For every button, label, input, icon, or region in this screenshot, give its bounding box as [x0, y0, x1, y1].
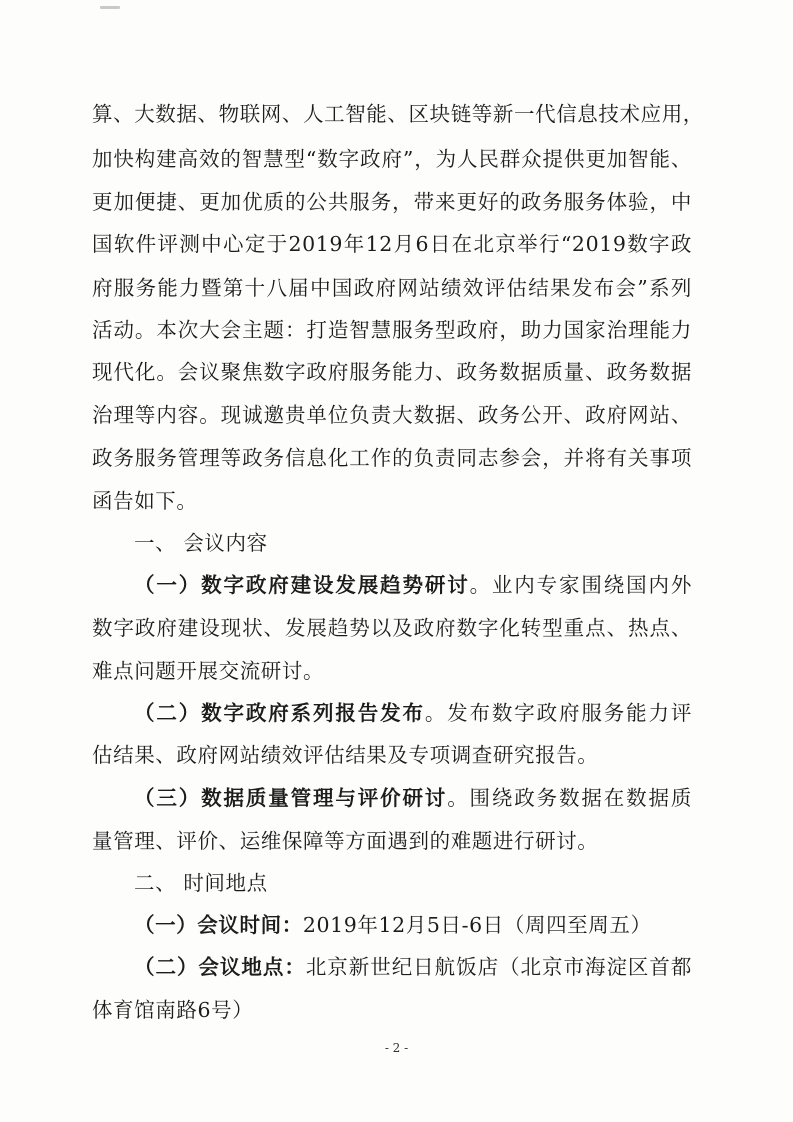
body-text-line: 量管理、评价、运维保障等方面遇到的难题进行研讨。	[92, 829, 599, 853]
list-item-first-line	[134, 698, 692, 728]
body-text-line: 加快构建高效的智慧型“数字政府”，为人民群众提供更加智能、	[92, 147, 692, 171]
body-text-line: 治理等内容。现诚邀贵单位负责大数据、政务公开、政府网站、	[92, 403, 692, 427]
meeting-time	[134, 910, 692, 940]
body-text-line: 更加便捷、更加优质的公共服务，带来更好的政务服务体验，中	[92, 190, 692, 214]
item-text: 。发布数字政府服务能力评	[424, 701, 692, 725]
page-number: - 2 -	[384, 1041, 409, 1055]
item-label: （一）数字政府建设发展趋势研讨	[134, 573, 470, 597]
item-text: 。围绕政务数据在数据质	[447, 786, 692, 810]
section-heading: 二、 时间地点	[134, 871, 268, 895]
time-label: （一）会议时间：	[134, 913, 303, 937]
body-text-line: 国软件评测中心定于2019年12月6日在北京举行“2019数字政	[92, 232, 692, 256]
body-text-line: 府服务能力暨第十八届中国政府网站绩效评估结果发布会”系列	[92, 276, 692, 300]
item-label: （三）数据质量管理与评价研讨	[134, 786, 448, 810]
list-item-first-line	[134, 570, 692, 600]
body-text-line: 活动。本次大会主题：打造智慧服务型政府，助力国家治理能力	[92, 318, 692, 342]
item-text: 。业内专家围绕国内外	[469, 573, 692, 597]
time-value: 2019年12月5日-6日（周四至周五）	[302, 913, 652, 937]
body-text-line: 政务服务管理等政务信息化工作的负责同志参会，并将有关事项	[92, 446, 692, 470]
scan-artifact	[100, 6, 120, 9]
body-text-line: 函告如下。	[92, 489, 198, 513]
body-text-line: 体育馆南路6号）	[92, 998, 254, 1022]
body-text-line: 数字政府建设现状、发展趋势以及政府数字化转型重点、热点、	[92, 616, 692, 640]
section-heading: 一、 会议内容	[134, 531, 268, 555]
place-value: 北京新世纪日航饭店（北京市海淀区首都	[305, 955, 692, 979]
body-text-line: 估结果、政府网站绩效评估结果及专项调查研究报告。	[92, 743, 599, 767]
body-text-line: 难点问题开展交流研讨。	[92, 659, 325, 683]
body-text-line: 算、大数据、物联网、人工智能、区块链等新一代信息技术应用，	[92, 102, 704, 126]
meeting-place	[134, 952, 692, 982]
item-label: （二）数字政府系列报告发布	[134, 701, 425, 725]
place-label: （二）会议地点：	[134, 955, 306, 979]
list-item-first-line	[134, 783, 692, 813]
body-text-line: 现代化。会议聚焦数字政府服务能力、政务数据质量、政务数据	[92, 360, 692, 384]
